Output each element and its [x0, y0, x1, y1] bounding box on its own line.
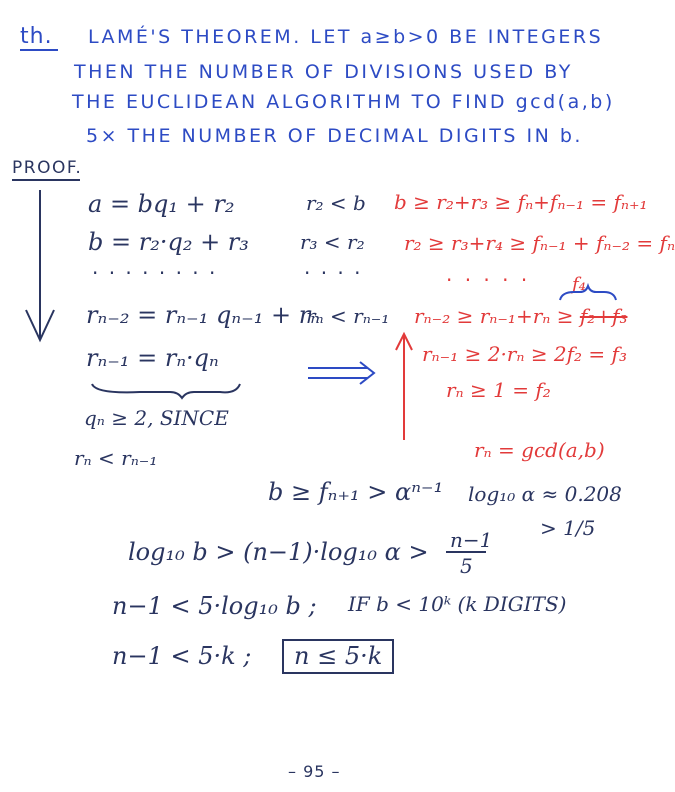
red-f4-label: f₄	[572, 274, 586, 295]
theorem-line-1: LAMÉ'S THEOREM. LET a≥b>0 BE INTEGERS	[88, 26, 604, 48]
dots-middle: . . . .	[304, 255, 363, 279]
theorem-line-3: THE EUCLIDEAN ALGORITHM TO FIND gcd(a,b)	[72, 91, 615, 113]
boxed-result: n ≤ 5·k	[282, 639, 394, 674]
red-chain-line-6: rₙ = gcd(a,b)	[474, 438, 605, 462]
condition-3: rₙ < rₙ₋₁	[306, 304, 390, 328]
red-chain-line-3-main: rₙ₋₂ ≥ rₙ₋₁+rₙ ≥	[414, 304, 580, 328]
red-dots: . . . . .	[446, 262, 531, 286]
brace-underline	[92, 384, 240, 398]
equation-division-n-1: rₙ₋₁ = rₙ·qₙ	[86, 344, 219, 372]
theorem-line-2: THEN THE NUMBER OF DIVISIONS USED BY	[74, 61, 573, 83]
fraction-denominator: 5	[460, 554, 473, 578]
red-chain-line-2: r₂ ≥ r₃+r₄ ≥ fₙ₋₁ + fₙ₋₂ = fₙ	[404, 231, 675, 255]
condition-1: r₂ < b	[306, 191, 366, 215]
red-chain-line-3	[414, 306, 627, 326]
up-arrow-head	[396, 334, 412, 350]
theorem-label: th.	[20, 24, 53, 49]
proof-label: PROOF.	[12, 158, 83, 178]
dots-left: . . . . . . . .	[92, 255, 218, 279]
down-arrow-head	[26, 310, 54, 340]
log-alpha-bound: > 1/5	[540, 516, 596, 540]
inequality-n-log: n−1 < 5·log₁₀ b ;	[112, 592, 317, 620]
theorem-line-4: 5× THE NUMBER OF DECIMAL DIGITS IN b.	[86, 125, 583, 147]
equation-division-n-2: rₙ₋₂ = rₙ₋₁ qₙ₋₁ + rₙ	[86, 301, 320, 329]
equation-division-1: a = bq₁ + r₂	[88, 190, 235, 218]
fraction-numerator: n−1	[450, 528, 493, 552]
condition-2: r₃ < r₂	[300, 230, 365, 254]
equation-division-2: b = r₂·q₂ + r₃	[88, 228, 249, 256]
red-chain-line-3-struck: f₂+f₃	[579, 304, 628, 328]
log-alpha-note: log₁₀ α ≈ 0.208	[468, 482, 622, 506]
inequality-fibonacci-bound: b ≥ fₙ₊₁ > αⁿ⁻¹	[268, 478, 444, 506]
qn-note-line-1: qₙ ≥ 2, SINCE	[84, 406, 229, 430]
implies-arrow-head	[360, 362, 374, 384]
red-chain-line-1: b ≥ r₂+r₃ ≥ fₙ+fₙ₋₁ = fₙ₊₁	[394, 190, 648, 214]
f4-brace	[560, 286, 616, 300]
red-chain-line-4: rₙ₋₁ ≥ 2·rₙ ≥ 2f₂ = f₃	[422, 342, 627, 366]
inequality-log-b: log₁₀ b > (n−1)·log₁₀ α >	[128, 538, 429, 566]
inequality-n-k: n−1 < 5·k ;	[112, 642, 252, 670]
red-chain-line-5: rₙ ≥ 1 = f₂	[446, 378, 551, 402]
page-number: – 95 –	[288, 762, 341, 781]
qn-note-line-2: rₙ < rₙ₋₁	[74, 446, 158, 470]
digit-condition: IF b < 10ᵏ (k DIGITS)	[348, 592, 567, 616]
